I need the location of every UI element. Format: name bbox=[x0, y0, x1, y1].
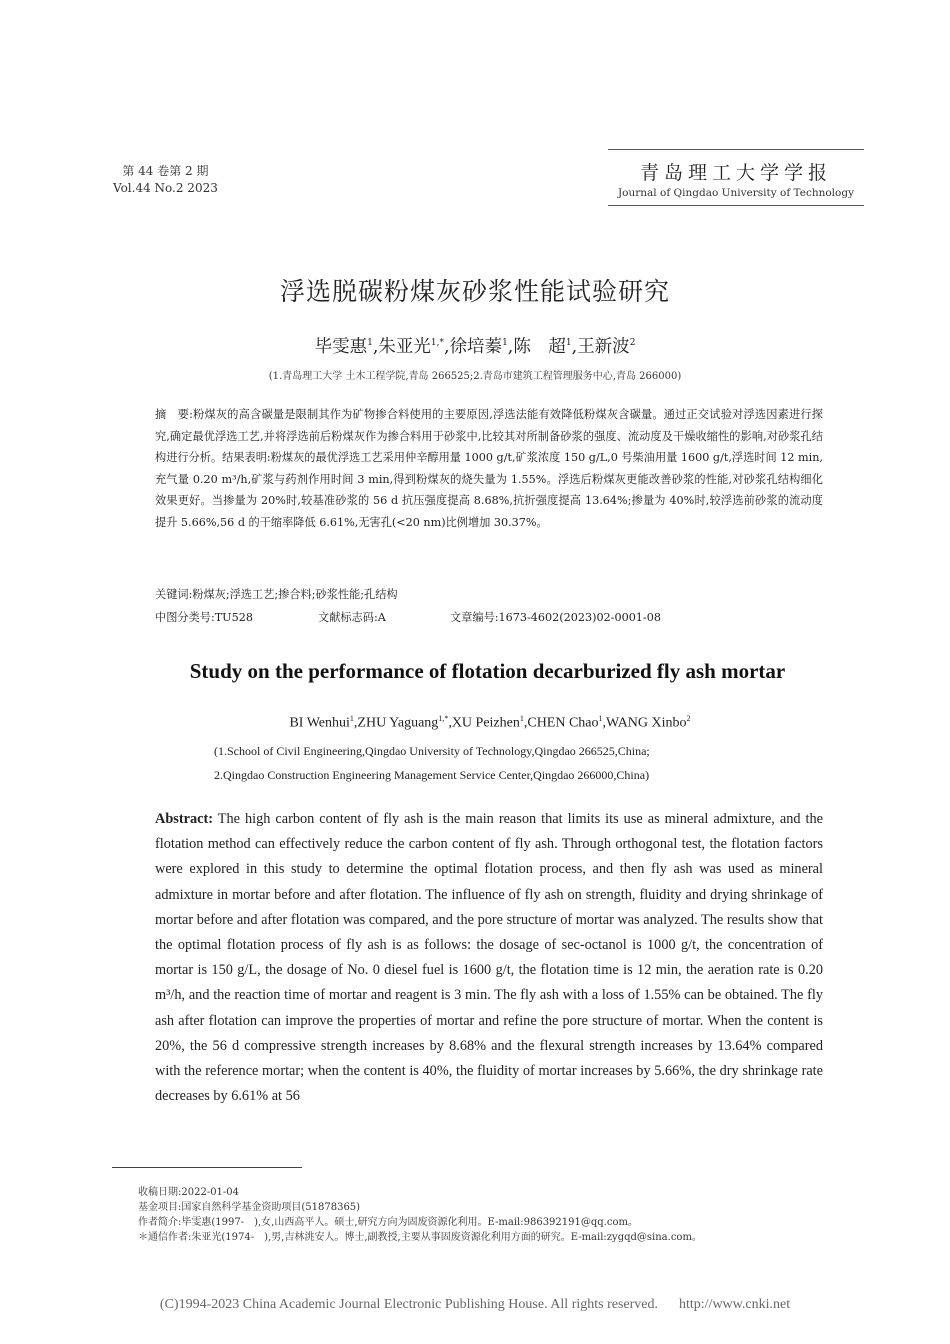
author-name: 毕雯惠 bbox=[314, 337, 368, 357]
author-affil-mark: 1 bbox=[598, 714, 603, 723]
journal-name-cn: 青岛理工大学学报 bbox=[639, 162, 832, 184]
author-affil-mark: 1 bbox=[519, 714, 524, 723]
volume-cn: 第 44 卷第 2 期 bbox=[122, 164, 209, 178]
footnote-funding: 基金项目:国家自然科学基金资助项目(51878365) bbox=[138, 1202, 361, 1213]
volume-info bbox=[113, 163, 218, 197]
author-name: BI Wenhui bbox=[289, 715, 350, 731]
affiliation-en-line: (1.School of Civil Engineering,Qingdao University of Technology,Qingdao 266525,China; bbox=[214, 744, 650, 758]
abstract-cn: 摘 要:粉煤灰的高含碳量是限制其作为矿物掺合料使用的主要原因,浮选法能有效降低粉煤灰含碳量。通过正交试验对浮选因素进行探究,确定最优浮选工艺,并将浮选前后粉煤灰作为掺合料用于砂浆中,比较其对所制备砂浆的强度、流动度及干燥收缩性的影响,对砂浆孔结构进行分析。结果表明:粉煤灰的最优浮选工艺采用仲辛醇用量 1000 g/t,矿浆浓度 150 g/L,0 号柴油用量 1600 g/t,浮选时间 12 min,充气量 0.20 m³/h,矿浆与药剂作用时间 3 min,得到粉煤灰的烧失量为 1.55%。浮选后粉煤灰更能改善砂浆的性能,对砂浆孔结构细化效果更好。当掺量为 20%时,较基准砂浆的 56 d 抗压强度提高 8.68%,抗折强度提高 13.64%;掺量为 40%时,较浮选前砂浆的流动度提升 5.66%,56 d 的干缩率降低 6.61%,无害孔(<20 nm)比例增加 30.37%。 bbox=[155, 408, 823, 529]
keywords-cn: 关键词:粉煤灰;浮选工艺;掺合料;砂浆性能;孔结构 bbox=[155, 588, 398, 601]
paper-title-en: Study on the performance of flotation decarburized fly ash mortar bbox=[189, 659, 786, 683]
copyright-line bbox=[0, 1297, 950, 1313]
clc-number: 中图分类号:TU528 bbox=[155, 611, 253, 624]
paper-title-cn: 浮选脱碳粉煤灰砂浆性能试验研究 bbox=[279, 277, 670, 306]
abstract-en-label: Abstract: bbox=[155, 811, 213, 827]
author-name: CHEN Chao bbox=[527, 715, 599, 731]
abstract-en bbox=[155, 807, 823, 1109]
author-name: WANG Xinbo bbox=[606, 715, 687, 731]
volume-en: Vol.44 No.2 2023 bbox=[113, 181, 218, 195]
author-name: 徐培蓁 bbox=[449, 337, 503, 357]
affiliation-cn: (1.青岛理工大学 土木工程学院,青岛 266525;2.青岛市建筑工程管理服务中心,青岛 266000) bbox=[268, 371, 682, 382]
footnote-divider bbox=[112, 1167, 302, 1168]
author-affil-mark: 1 bbox=[349, 714, 354, 723]
author-name: XU Peizhen bbox=[451, 715, 520, 731]
document-code: 文献标志码:A bbox=[318, 611, 386, 624]
affiliation-en-line: 2.Qingdao Construction Engineering Management Service Center,Qingdao 266000,China) bbox=[214, 768, 650, 782]
author-list-cn: 毕雯惠$^1$,朱亚光$^{1,*}$,徐培蓁$^1$,陈 超$^1$,王新波$^2$ bbox=[314, 337, 636, 357]
author-affil-mark: 1 bbox=[565, 338, 572, 349]
footnote-received-date: 收稿日期:2022-01-04 bbox=[138, 1187, 240, 1198]
abstract-en-body: The high carbon content of fly ash is the main reason that limits its use as mineral admixture, and the flotation method can effectively reduce the carbon content of fly ash. Through orthogonal test, the flotation factors were explored in this study to determine the optimal flotation process, and then fly ash was used as mineral admixture in mortar before and after flotation. The influence of fly ash on strength, fluidity and drying shrinkage of mortar before and after flotation was compared, and the pore structure of mortar was analyzed. The results show that the optimal flotation process of fly ash is as follows: the dosage of sec-octanol is 1000 g/t, the concentration of mortar is 150 g/L, the dosage of No. 0 diesel fuel is 1600 g/t, the flotation time is 12 min, the aeration rate is 0.20 m³/h, and the reaction time of mortar and reagent is 3 min. The fly ash with a loss of 1.55% can be obtained. The fly ash after flotation can improve the properties of mortar and refine the pore structure of mortar. When the content is 20%, the 56 d compressive strength increases by 8.68% and the flexural strength increases by 13.64% compared with the reference mortar; when the content is 40%, the fluidity of mortar increases by 5.66%, the dry shrinkage rate decreases by 6.61% at 56 bbox=[155, 811, 823, 1105]
author-list-en: BI Wenhui$^1$,ZHU Yaguang$^{1,*}$,XU Peizhen$^1$,CHEN Chao$^1$,WANG Xinbo$^2$ bbox=[289, 714, 691, 731]
author-name: 朱亚光 bbox=[378, 337, 431, 357]
journal-name-en: Journal of Qingdao University of Technology bbox=[617, 187, 855, 199]
author-affil-mark: 2 bbox=[629, 338, 636, 349]
author-affil-mark: 1,* bbox=[438, 714, 449, 723]
author-affil-mark: 1 bbox=[367, 338, 373, 349]
author-affil-mark: 1,* bbox=[430, 338, 444, 349]
author-affil-mark: 2 bbox=[686, 714, 691, 723]
affiliation-en bbox=[214, 739, 650, 787]
journal-masthead bbox=[608, 149, 864, 206]
footnote-author-bio: 作者简介:毕雯惠(1997- ),女,山西高平人。硕士,研究方向为固废资源化利用。E-mail:986392191@qq.com。 bbox=[138, 1217, 638, 1228]
article-number: 文章编号:1673-4602(2023)02-0001-08 bbox=[450, 611, 661, 624]
author-affil-mark: 1 bbox=[502, 338, 508, 349]
author-name: 陈 超 bbox=[513, 337, 566, 357]
footnotes bbox=[138, 1185, 702, 1245]
author-name: ZHU Yaguang bbox=[357, 715, 439, 731]
footnote-corresponding-author: ＊通信作者:朱亚光(1974- ),男,吉林洮安人。博士,副教授,主要从事固废资源化利用方面的研究。E-mail:zygqd@sina.com。 bbox=[138, 1232, 702, 1243]
copyright-text: (C)1994-2023 China Academic Journal Electronic Publishing House. All rights reserved. bbox=[159, 1297, 658, 1312]
classification-line bbox=[155, 609, 835, 625]
author-name: 王新波 bbox=[577, 337, 630, 357]
cnki-link[interactable]: http://www.cnki.net bbox=[679, 1297, 791, 1312]
